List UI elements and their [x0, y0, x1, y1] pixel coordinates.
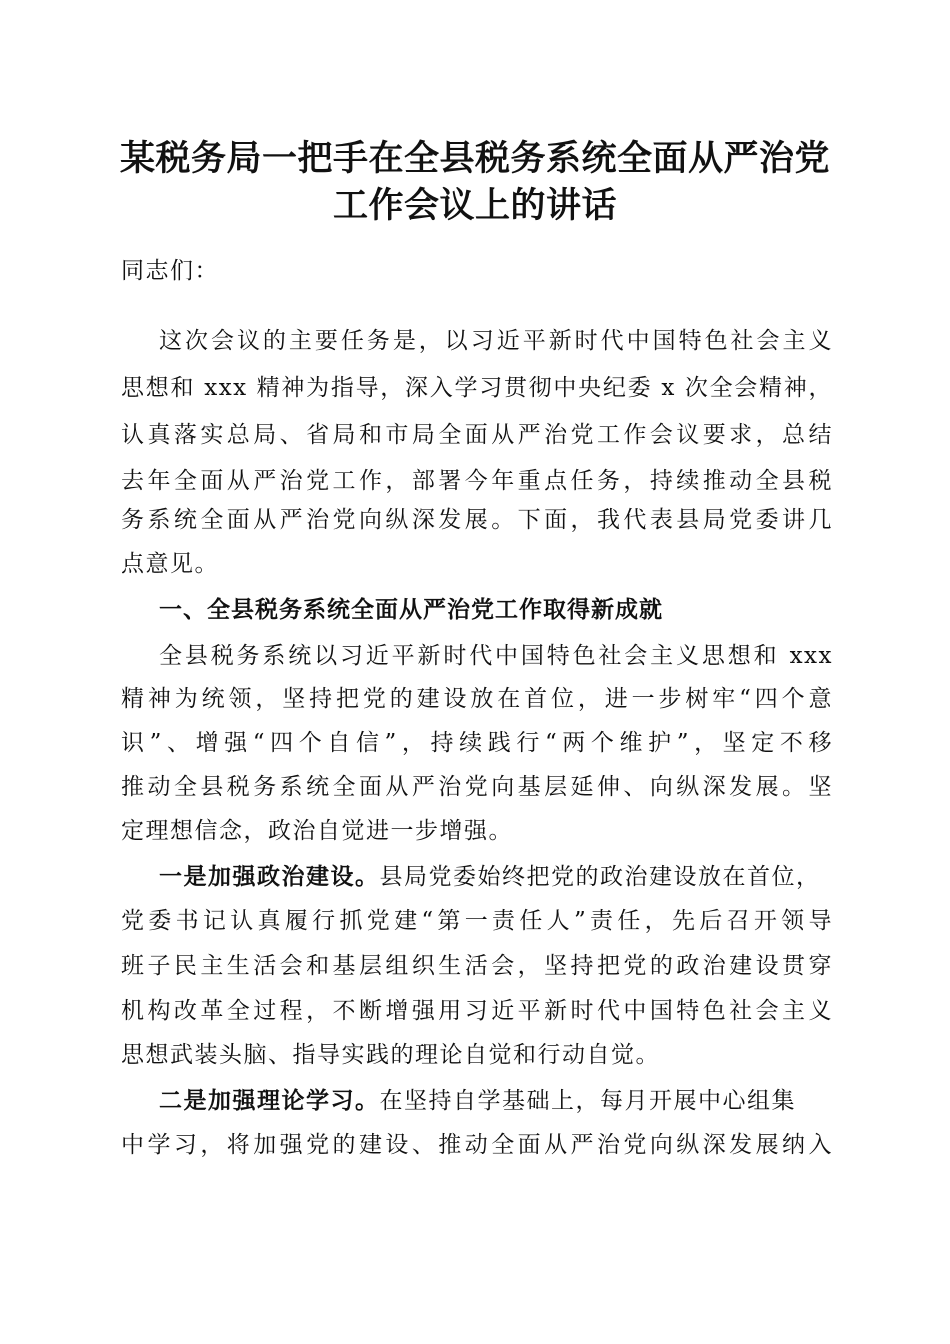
document-title-line-1: 某税务局一把手在全县税务系统全面从严治党 [119, 138, 830, 179]
document-title-line-2: 工作会议上的讲话 [332, 185, 617, 226]
salutation: 同志们： [121, 258, 219, 284]
item1-text: 县局党委始终把党的政治建设放在首位， [379, 864, 821, 890]
item1-first-line [159, 862, 833, 892]
section1-line: 全县税务系统以习近平新时代中国特色社会主义思想和 xxx [159, 643, 833, 669]
item1-line: 思想武装头脑、指导实践的理论自觉和行动自觉。 [121, 1042, 660, 1068]
intro-line: 这次会议的主要任务是，以习近平新时代中国特色社会主义 [159, 328, 833, 354]
section1-line: 识”、增强“四个自信”，持续践行“两个维护”，坚定不移 [121, 730, 833, 756]
item2-text: 在坚持自学基础上，每月开展中心组集 [379, 1088, 796, 1114]
item1-line: 党委书记认真履行抓党建“第一责任人”责任，先后召开领导 [121, 908, 833, 934]
section1-line: 推动全县税务系统全面从严治党向基层延伸、向纵深发展。坚 [121, 774, 833, 800]
intro-line: 去年全面从严治党工作，部署今年重点任务，持续推动全县税 [121, 468, 833, 494]
item1-lead: 一是加强政治建设。 [159, 864, 380, 890]
section1-line: 定理想信念，政治自觉进一步增强。 [121, 818, 513, 844]
intro-line: 思想和 xxx 精神为指导，深入学习贯彻中央纪委 x 次全会精神， [121, 375, 833, 401]
intro-line: 点意见。 [121, 551, 219, 577]
item1-line: 班子民主生活会和基层组织生活会，坚持把党的政治建设贯穿 [121, 953, 833, 979]
item1-line: 机构改革全过程，不断增强用习近平新时代中国特色社会主义 [121, 998, 833, 1024]
item2-lead: 二是加强理论学习。 [159, 1088, 380, 1114]
intro-line: 务系统全面从严治党向纵深发展。下面，我代表县局党委讲几 [121, 507, 833, 533]
item2-first-line [159, 1086, 833, 1116]
item2-line: 中学习，将加强党的建设、推动全面从严治党向纵深发展纳入 [121, 1132, 833, 1158]
intro-line: 认真落实总局、省局和市局全面从严治党工作会议要求，总结 [121, 422, 833, 448]
section-heading-1: 一、全县税务系统全面从严治党工作取得新成就 [159, 597, 663, 623]
section1-line: 精神为统领，坚持把党的建设放在首位，进一步树牢“四个意 [121, 686, 833, 712]
